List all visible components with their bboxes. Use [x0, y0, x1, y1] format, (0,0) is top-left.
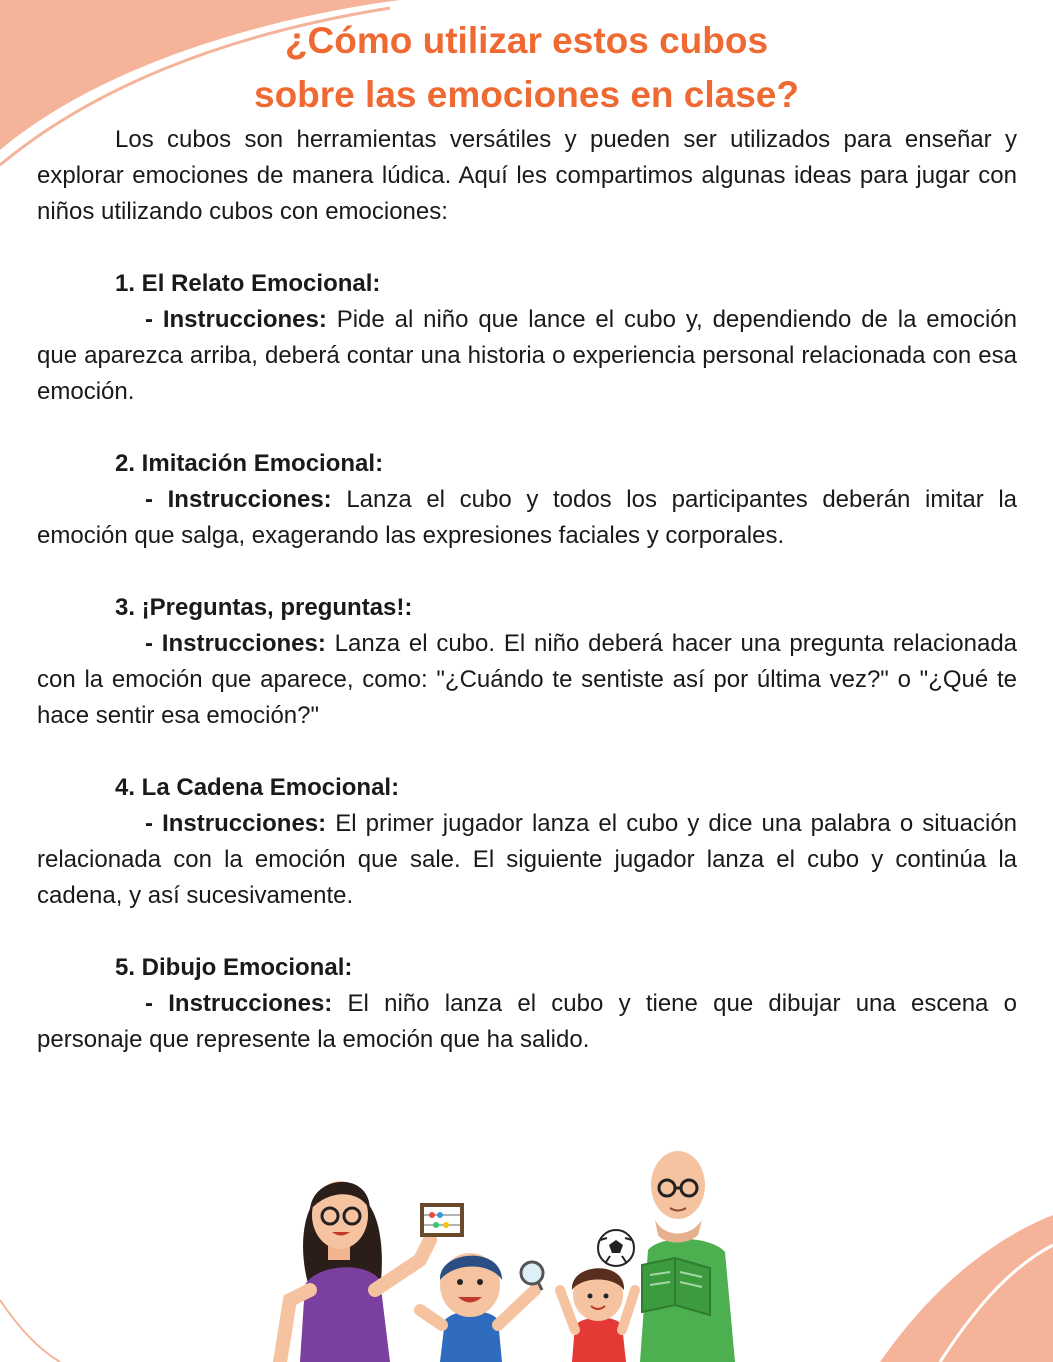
activity-instructions — [37, 482, 1017, 554]
activity-instructions — [37, 302, 1017, 410]
woman-teacher-figure — [280, 1181, 430, 1362]
activity-item — [37, 590, 1017, 734]
teachers-and-children-illustration — [270, 1140, 750, 1362]
activity-item — [37, 770, 1017, 914]
abacus-icon — [422, 1205, 462, 1235]
activity-title: 1. El Relato Emocional: — [115, 270, 381, 297]
instructions-text: El niño lanza el cubo y tiene que dibujar una escena o personaje que represente la emoción que ha salido. — [37, 990, 1017, 1053]
instructions-label: - Instrucciones: — [145, 630, 326, 657]
activity-instructions — [37, 626, 1017, 734]
instructions-label: - Instrucciones: — [145, 306, 327, 333]
bottom-left-line — [0, 1300, 60, 1362]
soccer-ball-icon — [598, 1230, 634, 1266]
intro-paragraph: Los cubos son herramientas versátiles y pueden ser utilizados para enseñar y explorar emociones de manera lúdica. Aquí les compartimos algunas ideas para jugar con niños utilizando cubos con emociones: — [37, 126, 1017, 225]
instructions-text: Pide al niño que lance el cubo y, dependiendo de la emoción que aparezca arriba, deberá contar una historia o experiencia personal relacionada con esa emoción. — [37, 306, 1017, 405]
activity-item — [37, 266, 1017, 410]
activity-title: 5. Dibujo Emocional: — [115, 954, 353, 981]
activity-instructions — [37, 986, 1017, 1058]
girl-figure — [560, 1268, 635, 1362]
boy-with-magnifier-figure — [420, 1253, 543, 1362]
activity-item — [37, 446, 1017, 554]
activity-title: 2. Imitación Emocional: — [115, 450, 384, 477]
instructions-text: El primer jugador lanza el cubo y dice una palabra o situación relacionada con la emoción que sale. El siguiente jugador lanza el cubo y continúa la cadena, y así sucesivamente. — [37, 810, 1018, 909]
title-line-1: ¿Cómo utilizar estos cubos — [284, 20, 769, 61]
title-line-2: sobre las emociones en clase? — [254, 74, 799, 115]
activity-title: 3. ¡Preguntas, preguntas!: — [115, 594, 413, 621]
page-title — [0, 14, 1053, 122]
activity-title: 4. La Cadena Emocional: — [115, 774, 400, 801]
man-teacher-figure — [640, 1151, 735, 1362]
activity-item — [37, 950, 1017, 1058]
instructions-label: - Instrucciones: — [145, 990, 333, 1017]
instructions-text: Lanza el cubo. El niño deberá hacer una pregunta relacionada con la emoción que aparece, como: "¿Cuándo te sentiste así por última vez?" o "¿Qué te hace sentir esa emoción?" — [37, 630, 1018, 729]
activity-instructions — [37, 806, 1017, 914]
instructions-text: Lanza el cubo y todos los participantes deberán imitar la emoción que salga, exagerando las expresiones faciales y corporales. — [37, 486, 1018, 549]
instructions-label: - Instrucciones: — [145, 486, 332, 513]
bottom-right-swoosh — [880, 1215, 1053, 1362]
document-body — [37, 122, 1017, 1058]
instructions-label: - Instrucciones: — [145, 810, 327, 837]
